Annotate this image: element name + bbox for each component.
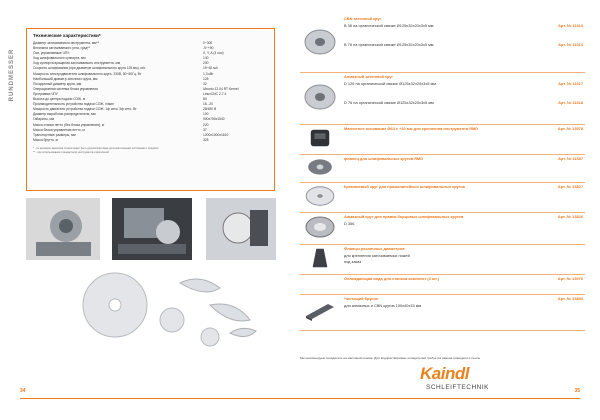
product-title: Чистящий брусок: [344, 296, 378, 301]
product-item: [300, 294, 585, 331]
product-line: для крепления заточиваемых ножей: [344, 253, 410, 258]
product-thumbnail: [302, 214, 338, 240]
spec-value: 900x750x1540: [203, 117, 225, 122]
spec-value: -5~+90: [203, 46, 214, 51]
spec-value: Ubuntu 12.04 RT Kernel: [203, 86, 239, 91]
product-thumbnail: [302, 184, 338, 208]
article-number: Арт. № 13853: [557, 296, 583, 301]
spec-label: Диаметр выработки распределителя, мм: [33, 112, 96, 117]
product-thumbnail: [302, 156, 338, 178]
article-number: Арт. № 11314: [558, 42, 583, 47]
product-title: CBN заточный круг: [344, 16, 382, 21]
product-thumbnail: [302, 246, 338, 270]
brand-sub: SCHLEIFTECHNIK: [426, 384, 489, 391]
product-title: Магнитное основание Ø63 с +10 мм для крепления инструмента RMD: [344, 126, 479, 131]
product-line: D 356: [344, 221, 355, 226]
spec-value: 16...20: [203, 102, 214, 107]
product-thumbnail: [302, 74, 338, 120]
article-number: Арт. № 13827: [557, 184, 583, 189]
spec-label: Масса станка нетто (без блока управления), кг: [33, 122, 105, 127]
machine-photo-1: [26, 198, 100, 260]
spec-value: X, Y, A (3 оси): [203, 51, 224, 56]
product-line: D 126 на органической связке Ø125x32x20x3x5 мм: [344, 81, 436, 86]
spec-value: 220: [203, 122, 209, 127]
spec-label: Масса блока управления нетто, кг: [33, 127, 86, 132]
product-item: [300, 182, 585, 213]
product-line: под заказ: [344, 259, 362, 264]
machine-photos: [26, 198, 276, 260]
product-item: [300, 124, 585, 155]
footnote: ** - при использовании стандартного инструмента и креплений: [33, 150, 109, 154]
product-line: для алмазных и CBN кругов 100x40x15 мм: [344, 303, 422, 308]
spec-value: 1,3 кВт: [203, 71, 214, 76]
spec-value: 32: [203, 81, 207, 86]
product-item: [300, 72, 585, 125]
article-number: Арт. № 11387: [558, 156, 583, 161]
brand-name: Kaindl: [420, 364, 469, 383]
product-line: В 76 на органической связке Ø125x32x20x3x5 мм: [344, 42, 434, 47]
product-item: [300, 212, 585, 245]
product-item: [300, 244, 585, 275]
machine-photo-3: [206, 198, 276, 260]
spec-label: Посадочный диаметр круга, мм: [33, 81, 82, 86]
machine-photo-2: [112, 198, 192, 260]
side-label-text: RUNDMESSER: [9, 48, 15, 102]
spec-label: Оси, управляемые ЧПУ:: [33, 51, 71, 56]
spec-label: Производительность устройства подачи СОЖ, л/мин: [33, 102, 114, 107]
spec-value: 325: [203, 137, 209, 142]
footer-line: [20, 398, 580, 399]
specs-box: [26, 28, 275, 191]
product-thumbnail: [302, 16, 338, 68]
product-title: Кремниевый круг для прямолинейных шлифовальных кругов: [344, 184, 465, 189]
page-number-right: 35: [574, 388, 580, 394]
product-title: Алмазный круг для правки борцовых шлифовальных кругов: [344, 214, 464, 219]
spec-label: Мощность электродвигателя шлифовального круга, 230В, 50~60Гц, Вт: [33, 71, 142, 76]
spec-label: Ход шлифовального суппорта, мм: [33, 56, 86, 61]
spec-label: Ход суппорта вращения заточиваемого инструмента, мм: [33, 61, 120, 66]
spec-value: 140: [203, 56, 209, 61]
spec-label: Диаметр заточиваемого инструмента, мм**: [33, 41, 99, 45]
spec-label: Наибольший диаметр заточного круга, мм: [33, 76, 98, 81]
specs-title: Технические характеристики*: [33, 33, 101, 38]
spec-value: 28/450 В: [203, 107, 217, 112]
spec-label: Масса брутто, кг: [33, 137, 59, 142]
specs-rows: [33, 41, 268, 143]
spec-label: Мощность двигателя устройства подачи СОЖ: 1ф сеть/ 3ф сеть, Вт: [33, 107, 137, 112]
spec-value: 200: [203, 61, 209, 66]
spec-label: Программа ЧПУ: [33, 91, 58, 96]
product-item: [300, 14, 585, 73]
spec-label: Операционная система блока управления: [33, 86, 98, 91]
spec-value: LinuxCNC 2.7.4: [203, 91, 227, 96]
product-item: [300, 274, 585, 295]
article-number: Арт. № 13976: [557, 276, 583, 281]
spec-value: 19~62 м/с: [203, 66, 219, 71]
product-line: D 76 на органической связке Ø125x32x20x3x5 мм: [344, 100, 434, 105]
spec-row: [33, 138, 268, 143]
spec-value: 100: [203, 112, 209, 117]
spec-label: Транспортные размеры, мм: [33, 132, 76, 137]
article-number: Арт. № 13978: [557, 126, 583, 131]
spec-label: Габариты, мм: [33, 117, 54, 122]
product-thumbnail: [302, 296, 338, 326]
product-title: фланец для шлифовальных кругов RMD: [344, 156, 424, 161]
product-title: Алмазный заточный круг: [344, 74, 394, 79]
article-number: Арт. № 11318: [558, 100, 583, 105]
blades-image: [60, 265, 270, 350]
page-number-left: 34: [20, 388, 26, 394]
article-number: Арт. № 11317: [558, 81, 583, 86]
footnote: * - по желанию заказчика станок может быть доукомплектован дополнительными системами и опциями: [33, 146, 159, 150]
spec-label: Величина заточиваемого угла, град**: [33, 46, 90, 51]
spec-value: 37: [203, 127, 207, 132]
side-label: [4, 20, 14, 140]
brand-logo: [420, 364, 490, 396]
spec-value: 1200x1000x1610: [203, 132, 229, 137]
spec-label: Скорость шлифования (при диаметре шлифовального круга 125 мм), м/с: [33, 66, 146, 71]
product-line: В 36 на органической связке Ø125x32x20x3x5 мм: [344, 23, 434, 28]
spec-value: 0~300: [203, 41, 213, 45]
article-number: Арт. № 13826: [557, 214, 583, 219]
product-item: [300, 154, 585, 183]
product-thumbnail: [302, 126, 338, 150]
spec-value: 80: [203, 97, 207, 102]
coolant-note: Мы рекомендуем охладитель на масляной основе. Для водорастворимых охладителей требуется замена шпинделя и ленты: [300, 356, 481, 360]
product-title: Охлаждающая вода для станков комплект (4 шт.): [344, 276, 440, 281]
spec-label: Высота до центра подачи СОЖ, м: [33, 97, 86, 102]
article-number: Арт. № 11313: [558, 23, 583, 28]
specs-footnotes: [33, 147, 268, 155]
spec-value: 125: [203, 76, 209, 81]
product-title: Фланцы различных диаметров: [344, 246, 405, 251]
